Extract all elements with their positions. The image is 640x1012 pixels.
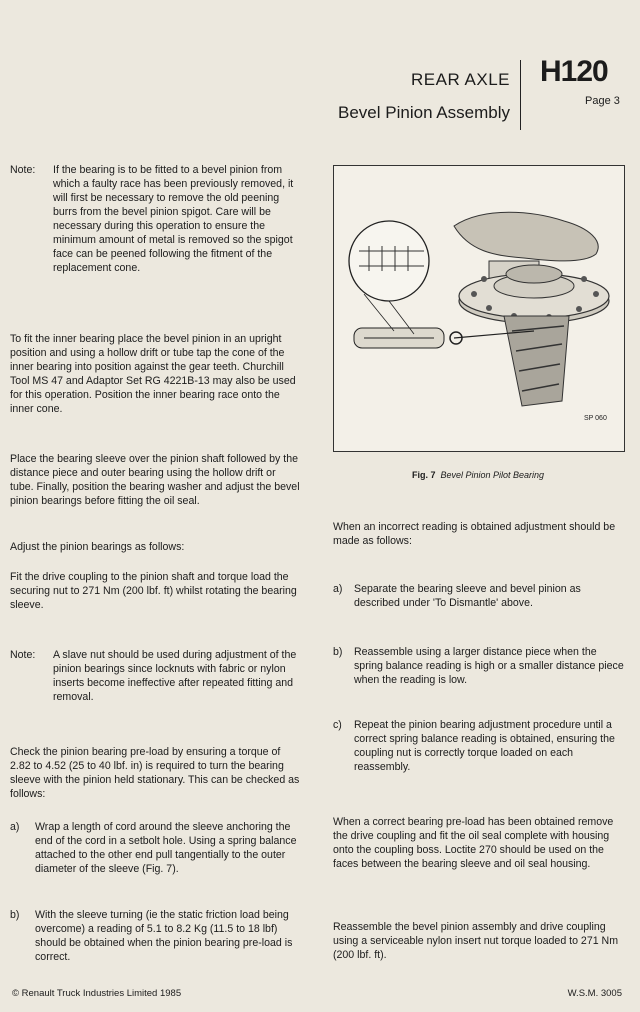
- figure-code: SP 060: [584, 415, 607, 422]
- figure-illustration: [333, 165, 625, 452]
- paragraph-incorrect-reading: When an incorrect reading is obtained adjustment should be made as follows:: [333, 521, 616, 547]
- note-text: A slave nut should be used during adjustment of the pinion bearings since locknuts with fabric or nylon inserts become ineffective after repeated fitting and removal.: [53, 649, 297, 703]
- paragraph-reassemble: Reassemble the bevel pinion assembly and drive coupling using a serviceable nylon insert nut torque loaded to 271 Nm (200 lbf. ft).: [333, 921, 619, 961]
- paragraph-correct-preload: When a correct bearing pre-load has been obtained remove the drive coupling and fit the oil seal complete with housing onto the coupling boss. Loctite 270 should be used on the faces between the bearing sleeve and oil seal housing.: [333, 816, 614, 870]
- figure-caption: [333, 470, 623, 480]
- figure-title: Bevel Pinion Pilot Bearing: [440, 470, 545, 480]
- note-label: Note:: [10, 649, 36, 661]
- list-item-text: Repeat the pinion bearing adjustment procedure until a correct spring balance reading is obtained, ensuring the coupling nut is correctly torque loaded on each reassembly.: [354, 719, 615, 773]
- note-text: If the bearing is to be fitted to a bevel pinion from which a faulty race has been previously removed, it will first be necessary to remove the old peening burrs from the bevel pinion spigot. Care will be necessary during this operation to ensure the minimum amount of metal is removed so the spigot face can be peened following the fitment of the replacement cone.: [53, 164, 294, 274]
- list-marker: b): [333, 646, 343, 658]
- list-marker: b): [10, 909, 20, 921]
- paragraph-fit-inner-bearing: To fit the inner bearing place the bevel pinion in an upright position and using a hollow drift or tube tap the cone of the inner bearing into position against the gear teeth. Churchill Tool MS 47 and Adaptor Set RG 4221B-13 may also be used for this operation. Position the inner bearing race onto the inner cone.: [10, 333, 296, 415]
- list-item-text: Wrap a length of cord around the sleeve anchoring the end of the cord in a setbolt hole. Using a spring balance attached to the other end pull tangentially to the outer diameter of the sleeve (Fig. 7).: [35, 821, 297, 875]
- page-subtitle: Bevel Pinion Assembly: [338, 103, 510, 122]
- paragraph-adjust-bearings: Adjust the pinion bearings as follows:: [10, 541, 185, 553]
- paragraph-check-preload: Check the pinion bearing pre-load by ensuring a torque of 2.82 to 4.52 (25 to 40 lbf. in) is required to turn the bearing sleeve with the pinion held stationary. This can be checked as follows:: [10, 746, 300, 800]
- paragraph-bearing-sleeve: Place the bearing sleeve over the pinion shaft followed by the distance piece and outer bearing using the hollow drift or tube. Finally, position the bearing washer and adjust the bevel pinion bearings before fitting the oil seal.: [10, 453, 300, 507]
- section-title: REAR AXLE: [411, 70, 510, 89]
- bevel-pinion-drawing: [334, 166, 624, 451]
- list-marker: c): [333, 719, 342, 731]
- list-marker: a): [10, 821, 20, 833]
- list-item-text: Separate the bearing sleeve and bevel pinion as described under 'To Dismantle' above.: [354, 583, 581, 609]
- page-number: Page 3: [585, 95, 620, 107]
- document-reference: W.S.M. 3005: [567, 988, 622, 999]
- list-item-text: With the sleeve turning (ie the static friction load being overcome) a reading of 5.1 to 8.2 Kg (11.5 to 18 lbf) should be obtained when the pinion bearing pre-load is correct.: [35, 909, 293, 963]
- figure-number: Fig. 7: [411, 470, 436, 480]
- page-code: H120: [540, 55, 608, 88]
- header-divider: [520, 60, 521, 130]
- list-marker: a): [333, 583, 343, 595]
- paragraph-drive-coupling: Fit the drive coupling to the pinion shaft and torque load the securing nut to 271 Nm (200 lbf. ft) whilst rotating the bearing sleeve.: [10, 571, 297, 611]
- note-label: Note:: [10, 164, 36, 176]
- copyright: © Renault Truck Industries Limited 1985: [12, 988, 182, 999]
- list-item-text: Reassemble using a larger distance piece when the spring balance reading is high or a smaller distance piece when the reading is low.: [354, 646, 624, 686]
